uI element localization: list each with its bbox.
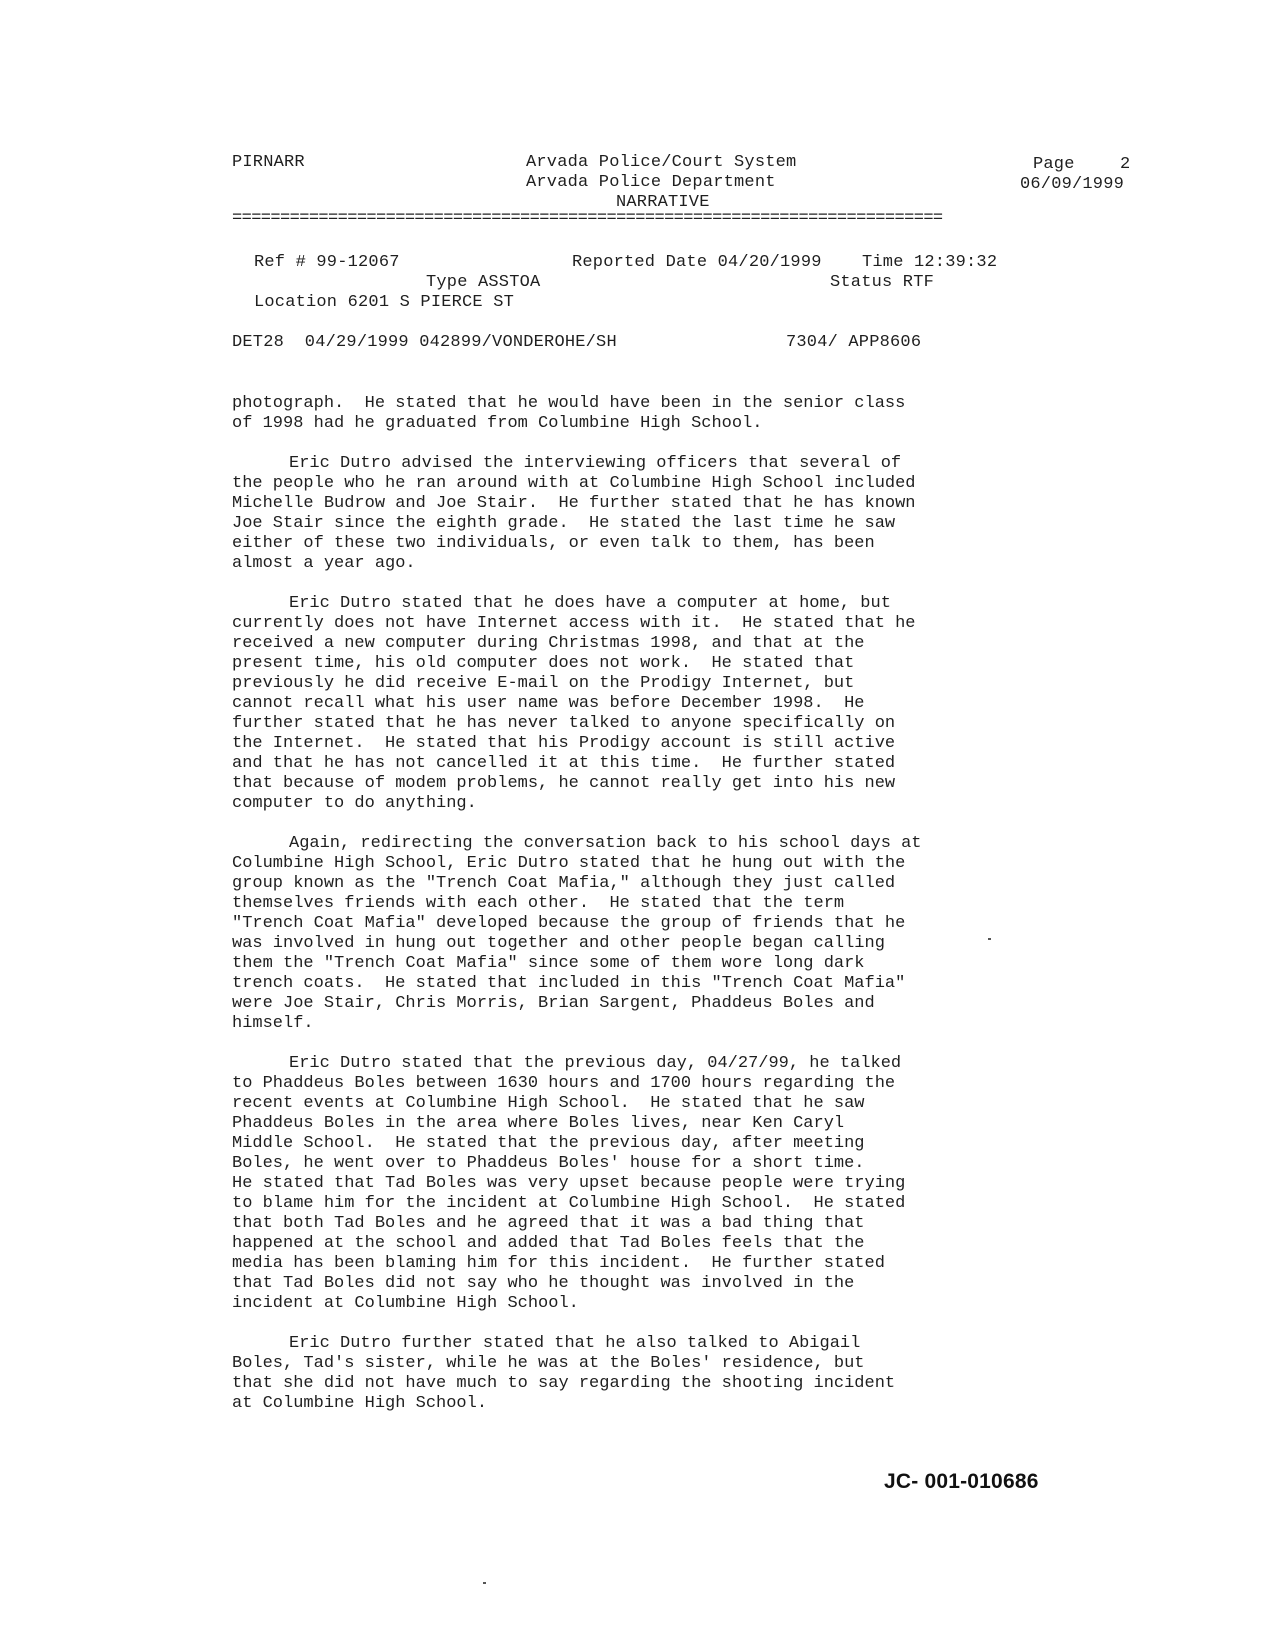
page-number: 2	[1120, 155, 1131, 174]
system-name: Arvada Police/Court System	[526, 153, 797, 172]
header-separator: ==========================================================================	[232, 213, 943, 225]
reference-number: Ref # 99-12067	[254, 253, 400, 272]
narrative-paragraph: Eric Dutro stated that the previous day, 04/27/99, he talked to Phaddeus Boles between 1630 hours and 1700 hours regarding the recent events at Columbine High School. He stated that he saw Phaddeus Boles in the area where Boles lives, near Ken Caryl Middle School. He stated that the previous day, after meeting Boles, he went over to Phaddeus Boles' house for a short time. He stated that Tad Boles was very upset because people were trying to blame him for the incident at Columbine High School. He stated that both Tad Boles and he agreed that it was a bad thing that happened at the school and added that Tad Boles feels that the media has been blaming him for this incident. He further stated that Tad Boles did not say who he thought was involved in the incident at Columbine High School.	[232, 1054, 906, 1313]
page-label: Page	[1033, 155, 1075, 174]
print-date: 06/09/1999	[1020, 175, 1125, 194]
narrative-paragraph: photograph. He stated that he would have been in the senior class of 1998 had he graduated from Columbine High School.	[232, 394, 906, 433]
narrative-paragraph: Again, redirecting the conversation back to his school days at Columbine High School, Eric Dutro stated that he hung out with the group known as the "Trench Coat Mafia," although they just called themselves friends with each other. He stated that the term "Trench Coat Mafia" developed because the group of friends that he was involved in hung out together and other people began calling them the "Trench Coat Mafia" since some of them wore long dark trench coats. He stated that included in this "Trench Coat Mafia" were Joe Stair, Chris Morris, Brian Sargent, Phaddeus Boles and himself.	[232, 834, 922, 1033]
scan-speck	[988, 938, 991, 940]
department-name: Arvada Police Department	[526, 173, 776, 192]
section-title: NARRATIVE	[616, 193, 710, 212]
reported-time: Time 12:39:32	[862, 253, 998, 272]
narrative-body	[232, 394, 1032, 1434]
scan-speck	[483, 1582, 486, 1584]
incident-location: Location 6201 S PIERCE ST	[254, 293, 515, 312]
incident-type: Type ASSTOA	[426, 273, 541, 292]
unit-entry: 7304/ APP8606	[786, 333, 922, 352]
report-code: PIRNARR	[232, 153, 305, 172]
officer-entry: DET28 04/29/1999 042899/VONDEROHE/SH	[232, 333, 617, 352]
reported-date: Reported Date 04/20/1999	[572, 253, 822, 272]
narrative-paragraph: Eric Dutro advised the interviewing officers that several of the people who he ran around with at Columbine High School included Michelle Budrow and Joe Stair. He further stated that he has known Joe Stair since the eighth grade. He stated the last time he saw either of these two individuals, or even talk to them, has been almost a year ago.	[232, 454, 916, 573]
narrative-paragraph: Eric Dutro further stated that he also talked to Abigail Boles, Tad's sister, while he was at the Boles' residence, but that she did not have much to say regarding the shooting incident at Columbine High School.	[232, 1334, 896, 1413]
bates-stamp: JC- 001-010686	[884, 1470, 1039, 1493]
narrative-paragraph: Eric Dutro stated that he does have a computer at home, but currently does not have Internet access with it. He stated that he received a new computer during Christmas 1998, and that at the present time, his old computer does not work. He stated that previously he did receive E-mail on the Prodigy Internet, but cannot recall what his user name was before December 1998. He further stated that he has never talked to anyone specifically on the Internet. He stated that his Prodigy account is still active and that he has not cancelled it at this time. He further stated that because of modem problems, he cannot really get into his new computer to do anything.	[232, 594, 916, 813]
case-status: Status RTF	[830, 273, 935, 292]
